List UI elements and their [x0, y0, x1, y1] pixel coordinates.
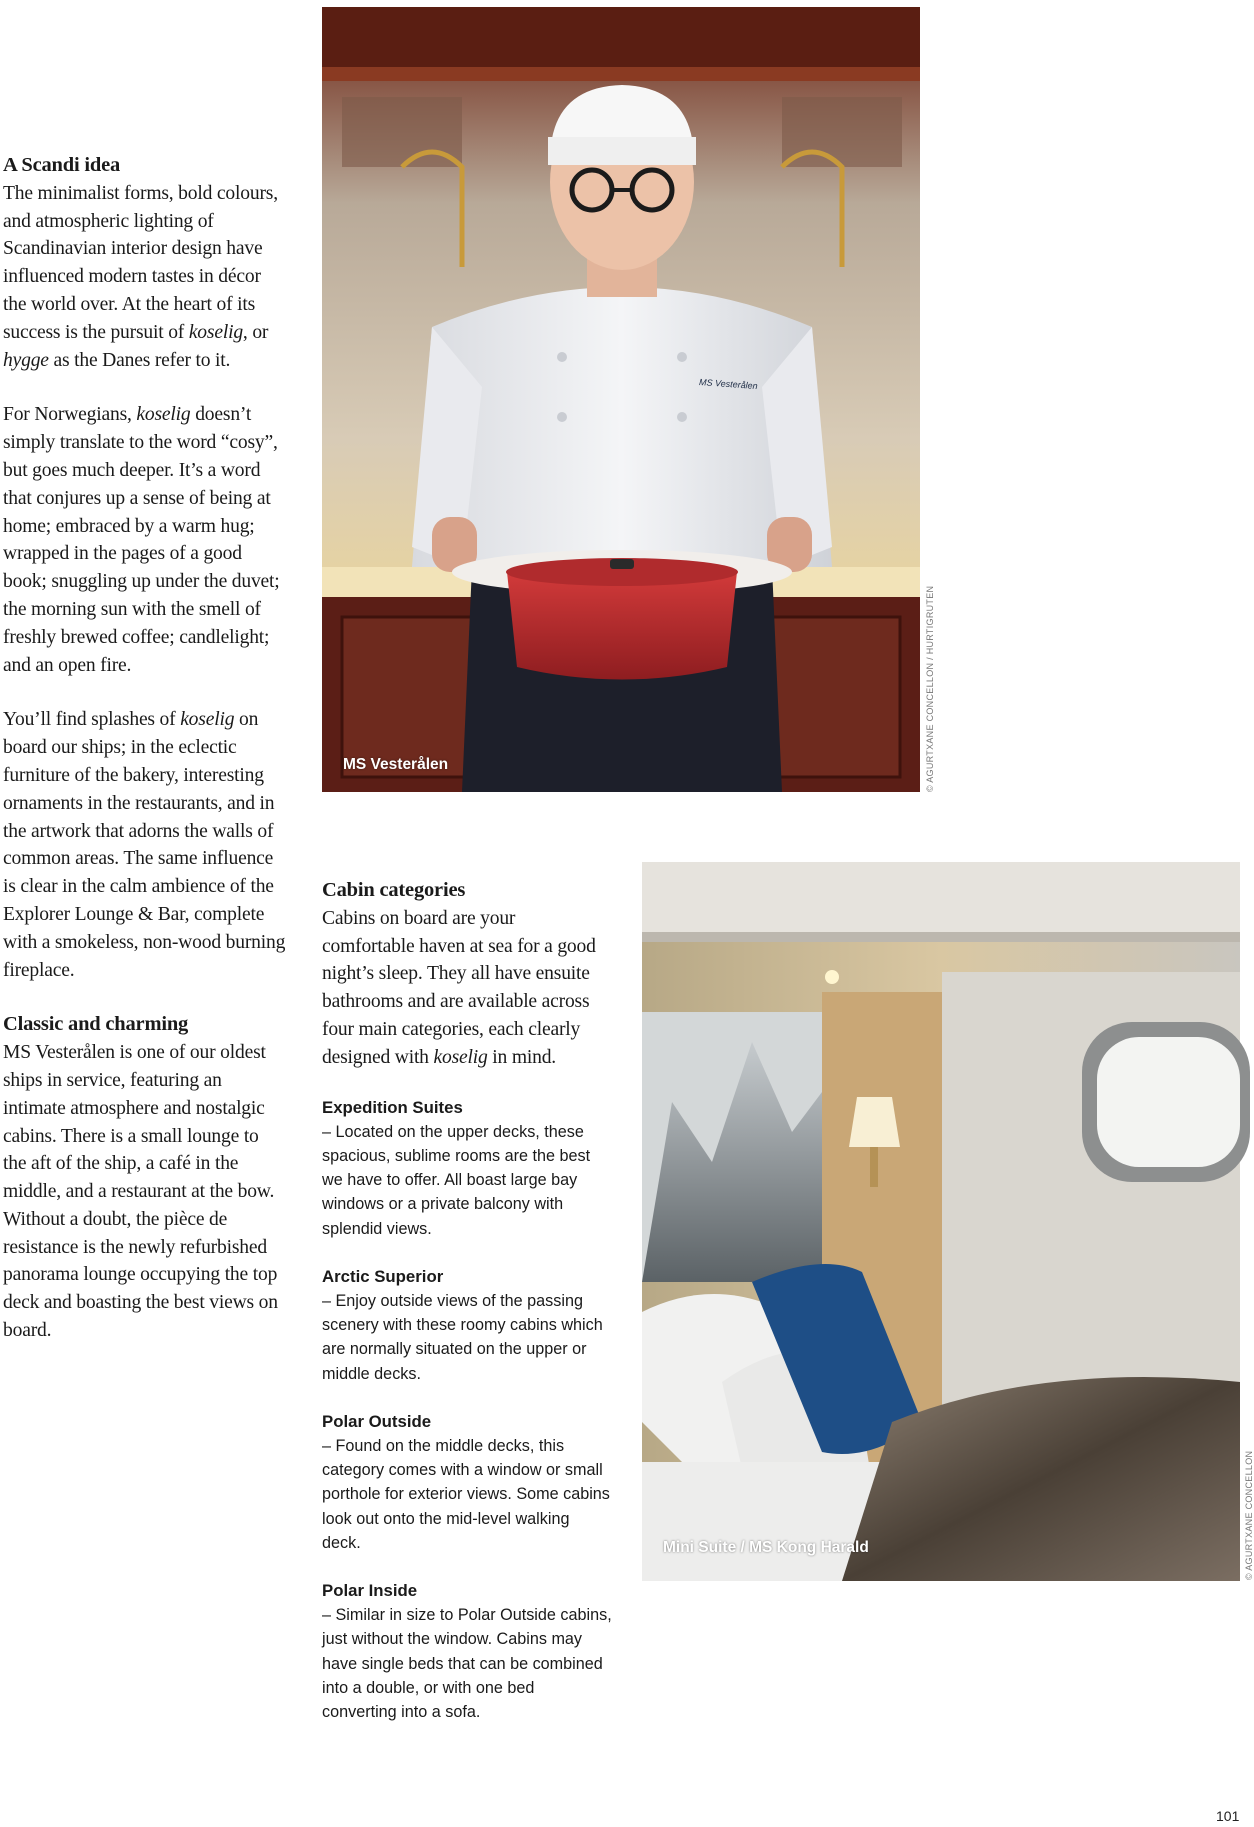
- cabin-expedition-suites: [322, 1096, 612, 1241]
- paragraph-cabin-intro: Cabins on board are your comfortable haven at sea for a good night’s sleep. They all have ensuite bathrooms and are available across four main categories, each clearly designed with koselig in mind.: [322, 907, 596, 1068]
- cabin-illustration: [642, 862, 1240, 1581]
- cabin-name: Arctic Superior: [322, 1266, 444, 1286]
- left-column: [3, 152, 286, 1372]
- page-number: 101: [1216, 1808, 1240, 1824]
- chef-illustration: [322, 7, 920, 792]
- caption-cabin: Mini Suite / MS Kong Harald: [663, 1539, 869, 1556]
- credit-cabin: © AGURTXANE CONCELLON: [1244, 1450, 1254, 1580]
- middle-column: [322, 877, 612, 1748]
- caption-chef: MS Vesterålen: [343, 756, 449, 773]
- cabin-description: – Enjoy outside views of the passing scenery with these roomy cabins which are normally situated on the upper or middle decks.: [322, 1292, 603, 1383]
- heading-classic-charming: Classic and charming: [3, 1013, 189, 1036]
- jacket-embroidery: MS Vesterålen: [698, 376, 758, 392]
- paragraph-vesteralen: MS Vesterålen is one of our oldest ships in service, featuring an intimate atmosphere and nostalgic cabins. There is a small lounge to the aft of the ship, a café in the middle, and a restaurant at the bow. Without a doubt, the pièce de resistance is the newly refurbished panorama lounge occupying the top deck and boasting the best views on board.: [3, 1042, 278, 1342]
- paragraph-koselig-onboard: You’ll find splashes of koselig on board our ships; in the eclectic furniture of the bakery, interesting ornaments in the restaurants, and in the artwork that adorns the walls of common areas. The same influence is clear in the calm ambience of the Explorer Lounge & Bar, complete with a smokeless, non-wood burning fireplace.: [3, 709, 286, 981]
- cabin-categories-intro: [322, 877, 612, 1072]
- cabin-description: – Similar in size to Polar Outside cabins, just without the window. Cabins may have single beds that can be combined into a double, or with one bed converting into a sofa.: [322, 1606, 612, 1722]
- paragraph-scandi-intro: The minimalist forms, bold colours, and atmospheric lighting of Scandinavian interior design have influenced modern tastes in décor the world over. At the heart of its success is the pursuit of koselig, or hygge as the Danes refer to it.: [3, 182, 278, 371]
- heading-cabin-categories: Cabin categories: [322, 879, 466, 901]
- cabin-name: Expedition Suites: [322, 1097, 463, 1117]
- cabin-name: Polar Outside: [322, 1411, 432, 1431]
- credit-chef: © AGURTXANE CONCELLON / HURTIGRUTEN: [925, 585, 935, 792]
- heading-scandi-idea: A Scandi idea: [3, 154, 121, 176]
- photo-chef: [322, 7, 920, 792]
- cabin-arctic-superior: [322, 1265, 612, 1386]
- photo-cabin: [642, 862, 1240, 1581]
- cabin-description: – Found on the middle decks, this category comes with a window or small porthole for exterior views. Some cabins look out onto the mid-level walking deck.: [322, 1437, 610, 1552]
- paragraph-koselig-meaning: For Norwegians, koselig doesn’t simply translate to the word “cosy”, but goes much deeper. It’s a word that conjures up a sense of being at home; embraced by a warm hug; wrapped in the pages of a good book; snuggling up under the duvet; the morning sun with the smell of freshly brewed coffee; candlelight; and an open fire.: [3, 404, 280, 676]
- cabin-polar-inside: [322, 1579, 612, 1724]
- cabin-name: Polar Inside: [322, 1581, 418, 1601]
- cabin-description: – Located on the upper decks, these spacious, sublime rooms are the best we have to offer. All boast large bay windows or a private balcony with splendid views.: [322, 1122, 591, 1238]
- cabin-polar-outside: [322, 1410, 612, 1555]
